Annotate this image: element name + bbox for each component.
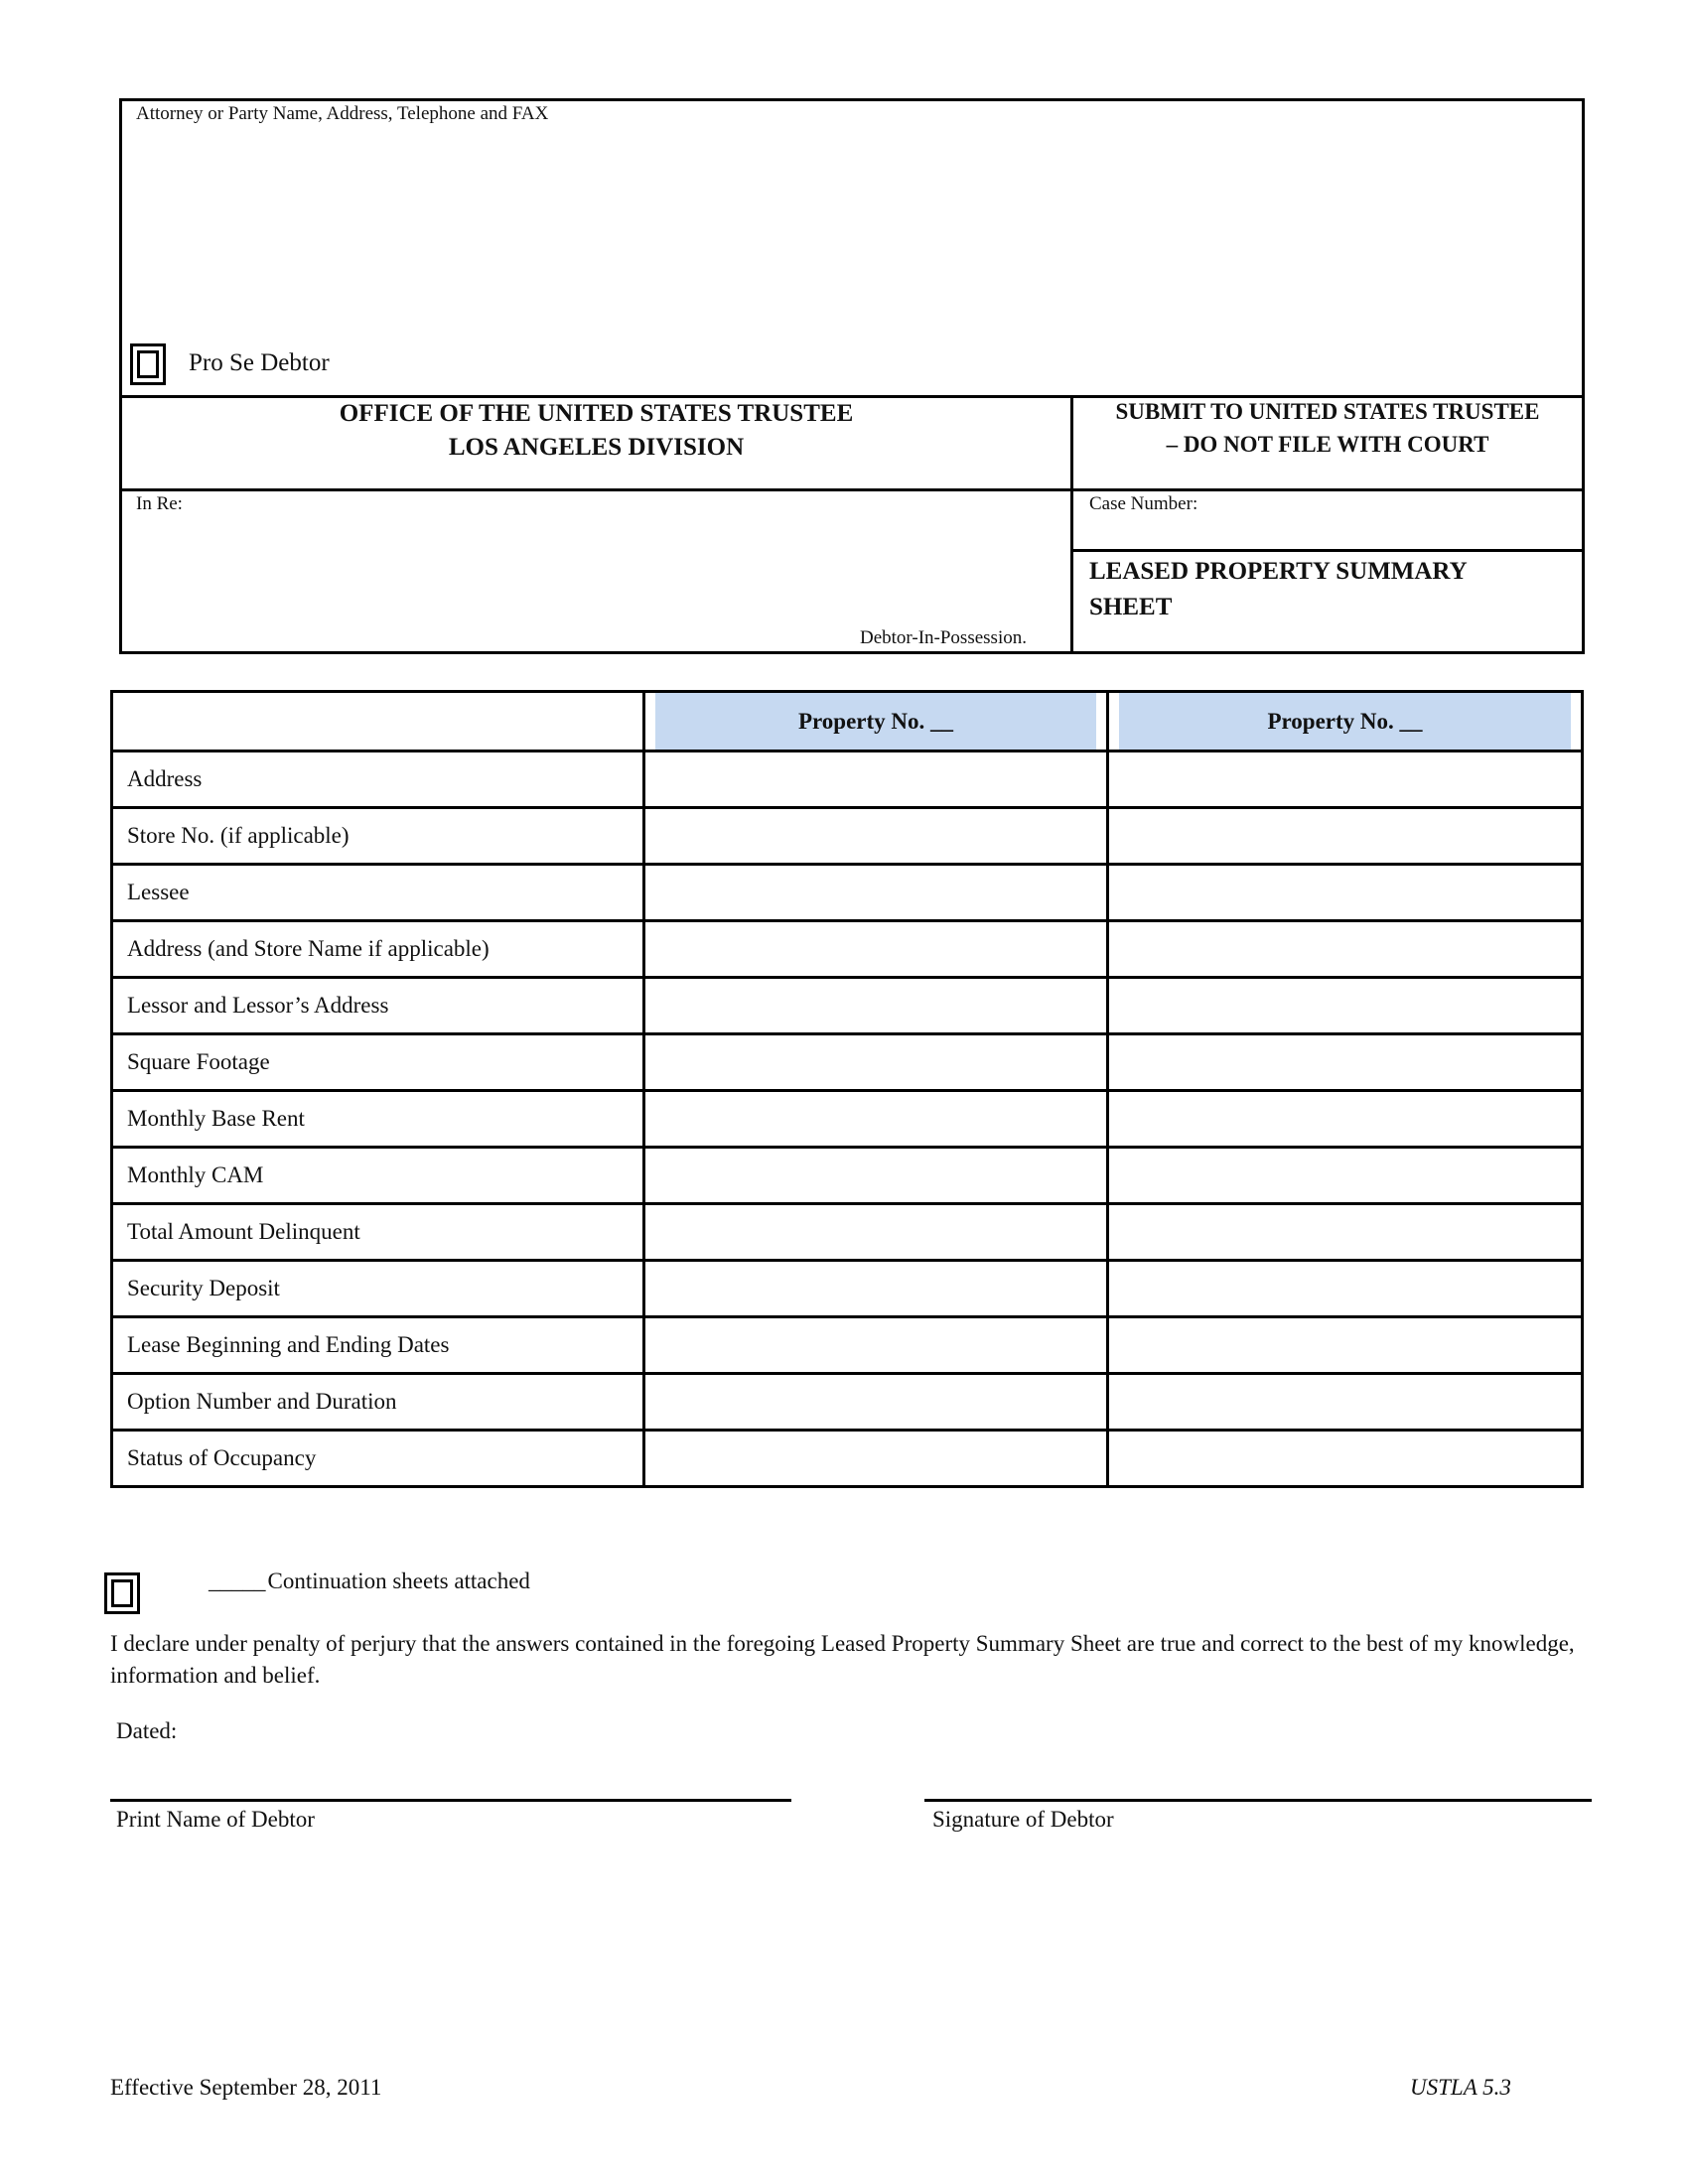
table-row <box>112 865 1583 921</box>
table-row <box>112 978 1583 1034</box>
case-number-divider <box>1070 549 1585 552</box>
table-row <box>112 1091 1583 1148</box>
property-1-cell[interactable] <box>644 921 1108 978</box>
property-2-cell[interactable] <box>1108 1204 1583 1261</box>
property-1-cell[interactable] <box>644 1374 1108 1431</box>
row-label: Monthly CAM <box>112 1148 644 1204</box>
property-2-cell[interactable] <box>1108 1261 1583 1317</box>
row-label: Square Footage <box>112 1034 644 1091</box>
signature-line[interactable] <box>924 1799 1592 1802</box>
form-title-line-2: SHEET <box>1089 594 1173 620</box>
table-header-blank <box>112 692 644 751</box>
table-row <box>112 1204 1583 1261</box>
continuation-label: Continuation sheets attached <box>267 1569 530 1593</box>
declaration-text: I declare under penalty of perjury that the answers contained in the foregoing Leased Property Summary Sheet are true and correct to the best of my knowledge, information and belief. <box>110 1631 1575 1688</box>
property-1-cell[interactable] <box>644 978 1108 1034</box>
table-row <box>112 1034 1583 1091</box>
property-2-cell[interactable] <box>1108 1431 1583 1487</box>
row-label: Lessor and Lessor’s Address <box>112 978 644 1034</box>
pro-se-checkbox[interactable] <box>130 343 166 385</box>
property-1-cell[interactable] <box>644 1034 1108 1091</box>
table-header-row <box>112 692 1583 751</box>
form-title-line-1: LEASED PROPERTY SUMMARY <box>1089 558 1468 585</box>
in-re-area[interactable] <box>124 521 1062 620</box>
submit-notice <box>1073 395 1582 461</box>
table-row <box>112 1317 1583 1374</box>
property-2-cell[interactable] <box>1108 1317 1583 1374</box>
continuation-line <box>209 1569 530 1594</box>
continuation-count-blank[interactable]: _____ <box>209 1569 266 1593</box>
submit-line-2: – DO NOT FILE WITH COURT <box>1166 432 1489 457</box>
row-label: Store No. (if applicable) <box>112 808 644 865</box>
in-re-label: In Re: <box>136 493 183 514</box>
property-1-heading: Property No. __ <box>655 693 1096 750</box>
effective-date: Effective September 28, 2011 <box>110 2075 382 2100</box>
property-2-cell[interactable] <box>1108 1148 1583 1204</box>
attorney-label: Attorney or Party Name, Address, Telephone and FAX <box>136 103 549 124</box>
property-1-cell[interactable] <box>644 1431 1108 1487</box>
submit-line-1: SUBMIT TO UNITED STATES TRUSTEE <box>1115 399 1540 424</box>
form-title <box>1089 554 1468 625</box>
property-table <box>110 690 1584 1488</box>
table-row <box>112 1374 1583 1431</box>
case-number-field[interactable] <box>1261 492 1579 544</box>
signature-label: Signature of Debtor <box>932 1807 1114 1832</box>
row-label: Status of Occupancy <box>112 1431 644 1487</box>
dip-label: Debtor-In-Possession. <box>860 627 1027 648</box>
property-2-cell[interactable] <box>1108 751 1583 808</box>
row-label: Total Amount Delinquent <box>112 1204 644 1261</box>
property-2-heading: Property No. __ <box>1119 693 1571 750</box>
row-label: Option Number and Duration <box>112 1374 644 1431</box>
table-row <box>112 751 1583 808</box>
property-1-cell[interactable] <box>644 1261 1108 1317</box>
print-name-line[interactable] <box>110 1799 791 1802</box>
case-number-label: Case Number: <box>1089 493 1198 514</box>
attorney-info-area[interactable] <box>124 129 1574 328</box>
property-2-cell[interactable] <box>1108 921 1583 978</box>
property-1-cell[interactable] <box>644 1091 1108 1148</box>
row-label: Address <box>112 751 644 808</box>
pro-se-label: Pro Se Debtor <box>189 349 330 376</box>
print-name-label: Print Name of Debtor <box>116 1807 315 1832</box>
property-1-cell[interactable] <box>644 808 1108 865</box>
property-1-cell[interactable] <box>644 865 1108 921</box>
property-2-cell[interactable] <box>1108 865 1583 921</box>
table-row <box>112 1261 1583 1317</box>
property-2-cell[interactable] <box>1108 1034 1583 1091</box>
dated-label: Dated: <box>116 1718 178 1743</box>
property-1-cell[interactable] <box>644 751 1108 808</box>
table-row <box>112 808 1583 865</box>
row-label: Monthly Base Rent <box>112 1091 644 1148</box>
office-heading <box>122 397 1070 465</box>
property-1-cell[interactable] <box>644 1148 1108 1204</box>
property-2-cell[interactable] <box>1108 808 1583 865</box>
continuation-checkbox[interactable] <box>104 1572 140 1614</box>
office-line-2: LOS ANGELES DIVISION <box>448 434 745 461</box>
property-2-cell[interactable] <box>1108 978 1583 1034</box>
office-line-1: OFFICE OF THE UNITED STATES TRUSTEE <box>339 400 854 427</box>
table-header-property-2 <box>1108 692 1583 751</box>
row-label: Security Deposit <box>112 1261 644 1317</box>
dated-field[interactable] <box>189 1713 586 1749</box>
property-2-cell[interactable] <box>1108 1091 1583 1148</box>
row-label: Lease Beginning and Ending Dates <box>112 1317 644 1374</box>
property-1-cell[interactable] <box>644 1317 1108 1374</box>
row-label: Lessee <box>112 865 644 921</box>
table-header-property-1 <box>644 692 1108 751</box>
table-row <box>112 1148 1583 1204</box>
property-2-cell[interactable] <box>1108 1374 1583 1431</box>
form-id: USTLA 5.3 <box>1410 2075 1511 2100</box>
table-row <box>112 1431 1583 1487</box>
in-re-divider <box>119 488 1585 491</box>
row-label: Address (and Store Name if applicable) <box>112 921 644 978</box>
property-1-cell[interactable] <box>644 1204 1108 1261</box>
table-row <box>112 921 1583 978</box>
